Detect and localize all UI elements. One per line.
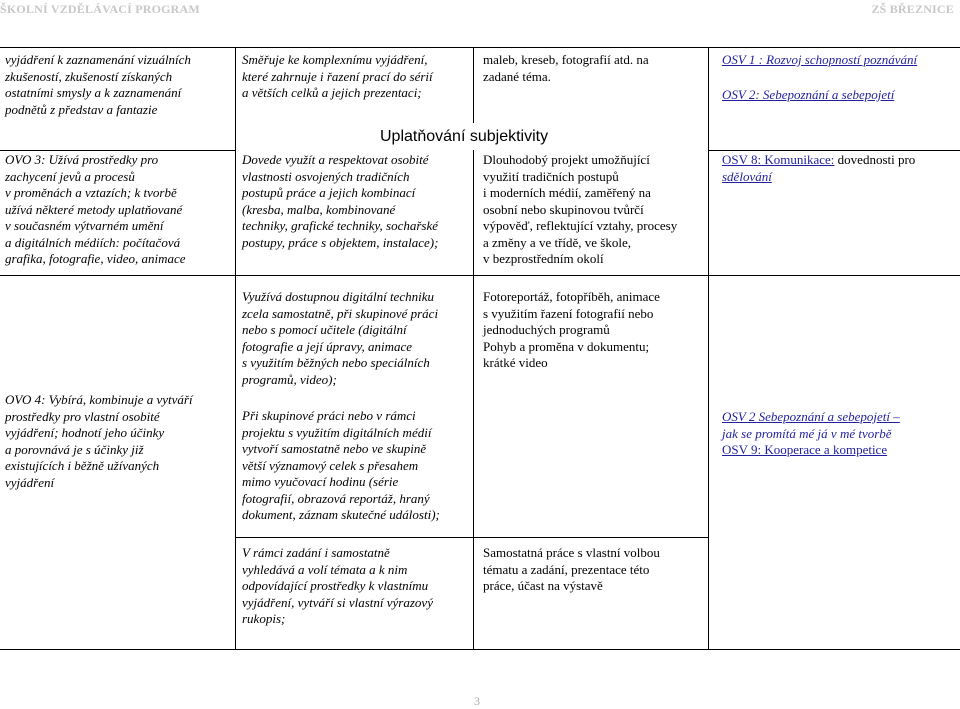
text-line: vyhledává a volí témata a k nim bbox=[242, 561, 408, 577]
col4-cell-2 bbox=[722, 152, 915, 185]
running-header bbox=[0, 0, 960, 18]
text-line: i moderních médií, zaměřený na bbox=[483, 185, 651, 200]
text-line: a větších celků a jejich prezentaci; bbox=[242, 85, 422, 100]
section-heading: Uplatňování subjektivity bbox=[380, 128, 549, 145]
table-border-top bbox=[0, 47, 960, 48]
text-line: nebo s pomocí učitele (digitální bbox=[242, 322, 407, 337]
row-divider-1b bbox=[708, 150, 960, 151]
text-line: vyjádření; hodnotí jeho účinky bbox=[5, 425, 165, 440]
text-line: v bezprostředním okolí bbox=[483, 251, 604, 266]
text-line: Dovede využít a respektovat osobité bbox=[242, 152, 429, 167]
text-line: fotografií, obrazová reportáž, hraný bbox=[242, 490, 430, 506]
col3-cell-3 bbox=[483, 289, 660, 372]
text-line: Směřuje ke komplexnímu vyjádření, bbox=[242, 52, 428, 67]
col3-cell-1 bbox=[483, 52, 649, 85]
text-line: s využitím běžných nebo speciálních bbox=[242, 355, 430, 370]
row-divider-2 bbox=[0, 275, 960, 276]
table-border-bottom bbox=[0, 649, 960, 650]
text-line: osobní nebo skupinovou tvůrčí bbox=[483, 201, 644, 217]
text-line bbox=[722, 152, 915, 169]
text-line: projektu s využitím digitálních médií bbox=[242, 424, 432, 440]
header-school-program: ŠKOLNÍ VZDĚLÁVACÍ PROGRAM bbox=[0, 2, 200, 16]
col4-cell-3 bbox=[722, 409, 900, 459]
col3-cell-4 bbox=[483, 545, 660, 595]
osv2-desc: jak se promítá mé já v mé tvorbě bbox=[722, 425, 892, 441]
text-line: tématu a zadání, prezentace této bbox=[483, 561, 650, 577]
col2-cell-2 bbox=[242, 152, 438, 251]
col1-cell-ovo4 bbox=[5, 392, 193, 491]
text-line: maleb, kreseb, fotografií atd. na bbox=[483, 52, 649, 67]
text-line: Pohyb a proměna v dokumentu; bbox=[483, 338, 650, 354]
text-line: zadané téma. bbox=[483, 68, 551, 84]
text-line: větší významový celek s přesahem bbox=[242, 457, 419, 473]
text-line: které zahrnuje i řazení prací do sérií bbox=[242, 68, 433, 84]
text-line: postupů práce a jejich kombinací bbox=[242, 185, 416, 200]
text-line: Dlouhodobý projekt umožňující bbox=[483, 152, 650, 167]
text-line: v současném výtvarném umění bbox=[5, 218, 164, 233]
text-line: V rámci zadání i samostatně bbox=[242, 545, 390, 560]
text-line: s využitím řazení fotografií nebo bbox=[483, 305, 654, 321]
text-line: vyjádření, vytváří si vlastní výrazový bbox=[242, 594, 433, 610]
text-line: výpověď, reflektující vztahy, procesy bbox=[483, 218, 678, 233]
text-line: vytvoří samostatně nebo ve skupině bbox=[242, 441, 427, 456]
text-line: užívá některé metody uplatňované bbox=[5, 201, 183, 217]
text-line: Fotoreportáž, fotopříběh, animace bbox=[483, 289, 660, 304]
osv2-line: OSV 2 Sebepoznání a sebepojetí – bbox=[722, 409, 900, 424]
col4-osv1: OSV 1 : Rozvoj schopností poznávání bbox=[722, 52, 918, 67]
text-line: prostředky pro vlastní osobité bbox=[5, 408, 160, 424]
col2-cell-4 bbox=[242, 545, 433, 628]
col1-cell-ovo3 bbox=[5, 152, 186, 268]
text-line: rukopis; bbox=[242, 611, 286, 626]
text-line: zkušeností, zkušeností získaných bbox=[5, 68, 173, 84]
text-line: vlastnosti osvojených tradičních bbox=[242, 168, 410, 184]
text-line: postupy, práce s objektem, instalace); bbox=[242, 234, 439, 250]
text-line: zachycení jevů a procesů bbox=[5, 168, 135, 184]
text-line: a digitálních médiích: počítačová bbox=[5, 234, 181, 250]
col-divider-2b bbox=[473, 150, 474, 650]
col-divider-3 bbox=[708, 47, 709, 650]
osv9-line: OSV 9: Kooperace a kompetice bbox=[722, 442, 888, 457]
text-line: existujících i běžně užívaných bbox=[5, 458, 160, 473]
col2-cell-3a bbox=[242, 289, 438, 388]
text-line: podnětů z představ a fantazie bbox=[5, 101, 158, 117]
text-line: práce, účast na výstavě bbox=[483, 578, 603, 593]
text-line: ostatními smysly a k zaznamenání bbox=[5, 85, 182, 100]
col4-osv2: OSV 2: Sebepoznání a sebepojetí bbox=[722, 87, 895, 102]
row-divider-1 bbox=[0, 150, 235, 151]
osv8-sdelovani: sdělování bbox=[722, 168, 772, 184]
text-line: fotografie a její úpravy, animace bbox=[242, 338, 413, 354]
osv8-text: dovednosti pro bbox=[837, 152, 916, 167]
text-line: vyjádření bbox=[5, 474, 55, 490]
text-line: a porovnává je s účinky již bbox=[5, 441, 144, 457]
text-line: OVO 3: Užívá prostředky pro bbox=[5, 152, 159, 167]
text-line: grafika, fotografie, video, animace bbox=[5, 251, 186, 266]
text-line: Samostatná práce s vlastní volbou bbox=[483, 545, 660, 560]
text-line: OVO 4: Vybírá, kombinuje a vytváří bbox=[5, 392, 193, 407]
col1-cell-1 bbox=[5, 52, 191, 118]
text-line: odpovídající prostředky k vlastnímu bbox=[242, 578, 429, 593]
text-line: programů, video); bbox=[242, 371, 337, 387]
col2-cell-3b bbox=[242, 408, 440, 524]
text-line: (kresba, malba, kombinované bbox=[242, 201, 396, 217]
text-line: krátké video bbox=[483, 355, 548, 370]
osv8-link: OSV 8: Komunikace: bbox=[722, 152, 835, 167]
text-line: zcela samostatně, při skupinové práci bbox=[242, 305, 439, 321]
text-line: dokument, záznam skutečné události); bbox=[242, 507, 440, 522]
text-line: a změny a ve třídě, ve škole, bbox=[483, 234, 631, 250]
row-divider-3 bbox=[235, 537, 708, 538]
col-divider-1 bbox=[235, 47, 236, 650]
text-line: v proměnách a vztazích; k tvorbě bbox=[5, 185, 177, 200]
page-number: 3 bbox=[474, 694, 480, 708]
text-line: techniky, grafické techniky, sochařské bbox=[242, 218, 439, 233]
text-line: mimo vyučovací hodinu (série bbox=[242, 474, 399, 489]
col2-cell-1 bbox=[242, 52, 433, 102]
text-line: jednoduchých programů bbox=[483, 322, 610, 337]
text-line: využití tradičních postupů bbox=[483, 168, 619, 184]
col3-cell-2 bbox=[483, 152, 677, 268]
text-line: Využívá dostupnou digitální techniku bbox=[242, 289, 434, 304]
text-line: Při skupinové práci nebo v rámci bbox=[242, 408, 416, 423]
text-line: vyjádření k zaznamenání vizuálních bbox=[5, 52, 191, 67]
header-school-name: ZŠ BŘEZNICE bbox=[871, 2, 954, 16]
col-divider-2a bbox=[473, 47, 474, 123]
